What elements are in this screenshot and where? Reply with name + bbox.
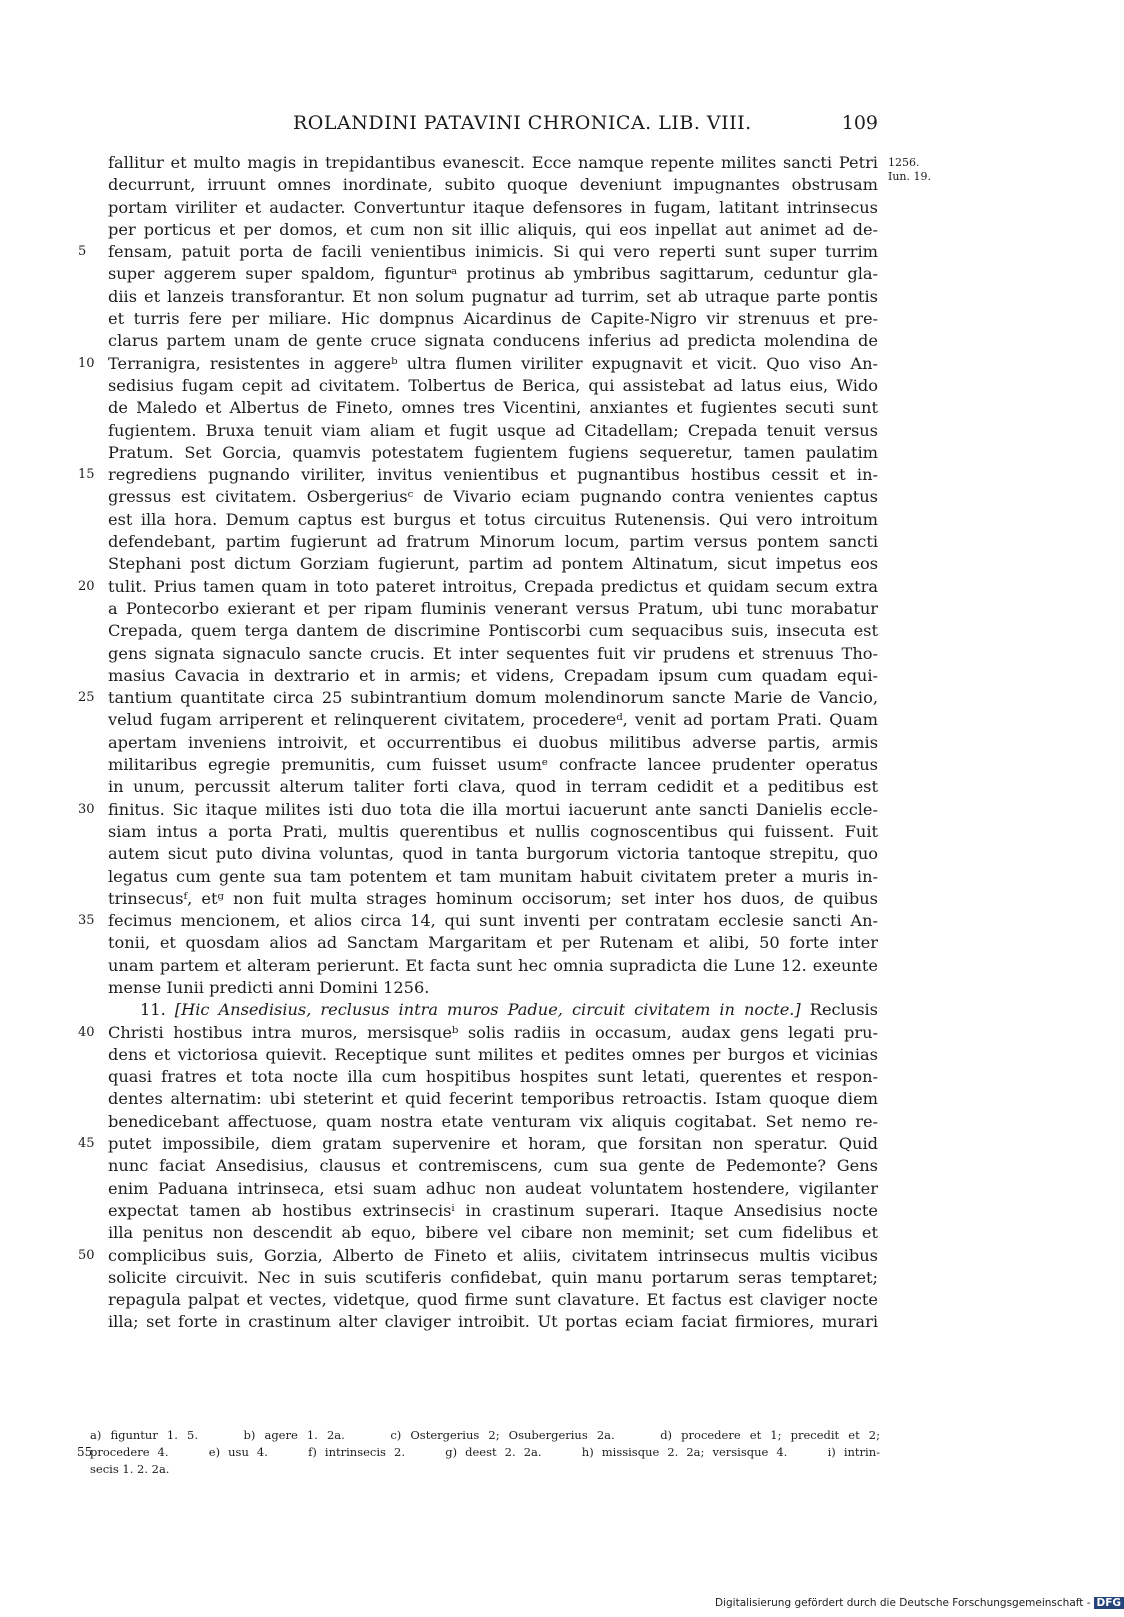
text-line — [108, 776, 878, 798]
line-text: fallitur et multo magis in trepidantibus evanescit. Ecce namque repente milites sancti Petri — [108, 153, 878, 172]
credit-text: Digitalisierung gefördert durch die Deutsche Forschungsgemeinschaft - — [715, 1597, 1091, 1609]
digitization-credit — [715, 1597, 1124, 1609]
text-line — [108, 263, 878, 285]
text-line — [108, 888, 878, 910]
text-line — [108, 955, 878, 977]
text-line — [108, 1044, 878, 1066]
text-line — [108, 665, 878, 687]
line-text: benedicebant affectuose, quam nostra etate venturam vix aliquis cogitabat. Set nemo re- — [108, 1111, 878, 1131]
line-text: tonii, et quosdam alios ad Sanctam Margaritam et per Rutenam et alibi, 50 forte inter — [108, 933, 878, 953]
line-text: de Maledo et Albertus de Fineto, omnes tres Vicentini, anxiantes et fugientes secuti sunt — [108, 398, 878, 418]
section-heading: [Hic Ansedisius, reclusus intra muros Padue, circuit civitatem in nocte.] — [174, 1000, 801, 1020]
line-text: diis et lanzeis transforantur. Et non solum pugnatur ad turrim, set ab utraque parte pontis — [108, 286, 878, 306]
text-line — [108, 308, 878, 330]
text-line — [108, 732, 878, 754]
line-text: fugientem. Bruxa tenuit viam aliam et fugit usque ad Citadellam; Crepada tenuit versus — [108, 420, 878, 440]
line-text: gressus est civitatem. Osbergeriusᶜ de Vivario eciam pugnando contra venientes captus — [108, 487, 878, 507]
text-line — [108, 1178, 878, 1200]
line-text: finitus. Sic itaque milites isti duo tota die illa mortui iacuerunt ante sancti Danielis eccle- — [108, 799, 878, 819]
text-line — [108, 174, 878, 196]
text-line — [78, 1022, 878, 1044]
line-text: enim Paduana intrinseca, etsi suam adhuc non audeat voluntatem hostendere, vigilanter — [108, 1178, 878, 1198]
text-line — [108, 977, 878, 999]
text-line — [108, 709, 878, 731]
footnote-line — [90, 1427, 880, 1444]
text-line — [108, 420, 878, 442]
text-line — [108, 843, 878, 865]
line-text: siam intus a porta Prati, multis querentibus et nullis cognoscentibus qui fuissent. Fuit — [108, 821, 878, 841]
footnotes — [77, 1427, 880, 1478]
text-line — [108, 1111, 878, 1133]
text-line — [78, 353, 878, 375]
line-number: 50 — [78, 1247, 95, 1263]
line-number: 5 — [78, 244, 87, 260]
page-number: 109 — [841, 112, 878, 134]
line-text: unam partem et alteram perierunt. Et facta sunt hec omnia supradicta die Lune 12. exeunte — [108, 955, 878, 975]
text-line — [108, 509, 878, 531]
line-text: velud fugam arriperent et relinquerent civitatem, procedereᵈ, venit ad portam Prati. Quam — [108, 710, 878, 730]
text-line — [108, 286, 878, 308]
line-text: Stephani post dictum Gorziam fugierunt, partim ad pontem Altinatum, sicut impetus eos — [108, 554, 878, 574]
text-line — [108, 397, 878, 419]
line-text: expectat tamen ab hostibus extrinsecisⁱ in crastinum superari. Itaque Ansedisius nocte — [108, 1200, 878, 1220]
line-text: fecimus mencionem, et alios circa 14, qui sunt inventi per contratam ecclesie sancti An- — [108, 911, 878, 931]
line-text: solicite circuivit. Nec in suis scutiferis confidebat, quin manu portarum seras temptaret; — [108, 1267, 878, 1287]
line-text: autem sicut puto divina voluntas, quod in tanta burgorum victoria tantoque strepitu, quo — [108, 844, 878, 864]
line-text: apertam inveniens introivit, et occurrentibus ei duobus militibus adverse partis, armis — [108, 732, 878, 752]
text-line — [108, 375, 878, 397]
text-line — [108, 442, 878, 464]
text-line — [108, 643, 878, 665]
text-line — [108, 1088, 878, 1110]
line-text: trinsecusᶠ, etᵍ non fuit multa strages hominum occisorum; set inter hos duos, de quibus — [108, 888, 878, 908]
text-line — [108, 1222, 878, 1244]
running-header — [108, 112, 878, 142]
line-text: in unum, percussit alterum taliter forti clava, quod in terram cedidit et a peditibus est — [108, 777, 878, 797]
text-line — [108, 754, 878, 776]
text-line — [108, 1155, 878, 1177]
text-line — [108, 598, 878, 620]
running-title: ROLANDINI PATAVINI CHRONICA. LIB. VIII. — [293, 112, 752, 134]
footnote-text: secis 1. 2. 2a. — [90, 1462, 170, 1476]
line-text: tulit. Prius tamen quam in toto pateret introitus, Crepada predictus et quidam secum extra — [108, 576, 878, 596]
line-text: dens et victoriosa quievit. Receptique sunt milites et pedites omnes per burgos et vicinias — [108, 1044, 878, 1064]
line-number: 40 — [78, 1024, 95, 1040]
line-number: 25 — [78, 690, 95, 706]
text-line — [108, 999, 878, 1021]
line-text: Christi hostibus intra muros, mersisqueᵇ solis radiis in occasum, audax gens legati pru- — [108, 1022, 878, 1042]
line-text: fensam, patuit porta de facili venientibus inimicis. Si qui vero reperti sunt super turrim — [108, 242, 878, 262]
text-line — [108, 553, 878, 575]
line-text: regrediens pugnando viriliter, invitus venientibus et pugnantibus hostibus cessit et in- — [108, 465, 878, 485]
line-text: sedisius fugam cepit ad civitatem. Tolbertus de Berica, qui assistebat ad latus eius, Wido — [108, 375, 878, 395]
text-line — [78, 576, 878, 598]
text-line — [108, 932, 878, 954]
line-number: 30 — [78, 801, 95, 817]
line-text: putet impossibile, diem gratam supervenire et horam, que forsitan non speratur. Quid — [108, 1134, 878, 1154]
text-line — [78, 1133, 878, 1155]
text-line — [108, 866, 878, 888]
line-text: clarus partem unam de gente cruce signata conducens inferius ad predicta molendina de — [108, 331, 878, 351]
margin-date: Iun. 19. — [888, 170, 932, 183]
line-text: gens signata signaculo sancte crucis. Et inter sequentes fuit vir prudens et strenuus Tho- — [108, 643, 878, 663]
text-line — [108, 1311, 878, 1333]
line-text: nunc faciat Ansedisius, clausus et contremiscens, cum sua gente de Pedemonte? Gens — [108, 1156, 878, 1176]
line-text: per porticus et per domos, et cum non sit illic aliquis, qui eos inpellat aut animet ad de- — [108, 219, 878, 239]
text-line — [78, 464, 878, 486]
line-text: portam viriliter et audacter. Convertuntur itaque defensores in fugam, latitant intrinsecus — [108, 197, 878, 217]
text-line — [78, 910, 878, 932]
line-text: defendebant, partim fugierunt ad fratrum Minorum locum, partim versus pontem sancti — [108, 532, 878, 552]
line-text: illa penitus non descendit ab equo, bibere vel cibare non meminit; set cum fidelibus et — [108, 1223, 878, 1243]
line-number: 20 — [78, 578, 95, 594]
line-text: super aggerem super spaldom, figunturᵃ protinus ab ymbribus sagittarum, ceduntur gla- — [108, 264, 878, 284]
text-line — [108, 1289, 878, 1311]
line-text: legatus cum gente sua tam potentem et tam munitam habuit civitatem preter a muris in- — [108, 866, 878, 886]
line-text: tantium quantitate circa 25 subintrantium domum molendinorum sancte Marie de Vancio, — [108, 688, 878, 708]
line-text: decurrunt, irruunt omnes inordinate, subito quoque deveniunt impugnantes obstrusam — [108, 175, 878, 195]
line-text: mense Iunii predicti anni Domini 1256. — [108, 977, 430, 997]
text-line — [78, 799, 878, 821]
text-line — [108, 821, 878, 843]
line-number: 55 — [77, 1445, 93, 1459]
dfg-logo: DFG — [1094, 1597, 1124, 1609]
footnote-text: procedere 4. e) usu 4. f) intrinsecis 2. g) deest 2. 2a. h) missisque 2. 2a; versisque 4. i) intrin- — [90, 1445, 880, 1459]
text-line — [108, 1066, 878, 1088]
footnote-line — [77, 1444, 880, 1461]
text-line — [108, 1200, 878, 1222]
line-text: Crepada, quem terga dantem de discrimine Pontiscorbi cum sequacibus suis, insecuta est — [108, 621, 878, 641]
text-line — [78, 687, 878, 709]
line-text: illa; set forte in crastinum alter claviger introibit. Ut portas eciam faciat firmiores, murari — [108, 1312, 878, 1332]
text-line — [108, 531, 878, 553]
line-text: et turris fere per miliare. Hic dompnus Aicardinus de Capite-Nigro vir strenuus et pre- — [108, 309, 878, 329]
line-number: 45 — [78, 1136, 95, 1152]
line-text: complicibus suis, Gorzia, Alberto de Fineto et aliis, civitatem intrinsecus multis vicibus — [108, 1245, 878, 1265]
line-number: 10 — [78, 355, 95, 371]
line-text: Reclusis — [800, 1000, 878, 1020]
line-text: masius Cavacia in dextrario et in armis; et videns, Crepadam ipsum cum quadam equi- — [108, 665, 878, 685]
line-text: repagula palpat et vectes, videtque, quod firme sunt clavature. Et factus est claviger nocte — [108, 1290, 878, 1310]
text-line — [108, 486, 878, 508]
text-line — [78, 241, 878, 263]
margin-year: 1256. — [888, 156, 920, 169]
line-text: dentes alternatim: ubi steterint et quid fecerint temporibus retroactis. Istam quoque diem — [108, 1089, 878, 1109]
line-number: 15 — [78, 467, 95, 483]
line-text: a Pontecorbo exierant et per ripam fluminis venerant versus Pratum, ubi tunc morabatur — [108, 598, 878, 618]
text-line — [108, 197, 878, 219]
footnote-line — [90, 1461, 880, 1478]
text-line — [108, 330, 878, 352]
text-line — [108, 219, 878, 241]
line-text: est illa hora. Demum captus est burgus et totus circuitus Rutenensis. Qui vero introitum — [108, 509, 878, 529]
text-line — [108, 1267, 878, 1289]
text-line — [108, 152, 878, 174]
line-text: 11. — [140, 1000, 175, 1020]
footnote-text: a) figuntur 1. 5. b) agere 1. 2a. c) Ostergerius 2; Osubergerius 2a. d) procedere et 1; precedit et 2; — [90, 1428, 880, 1442]
line-text: Pratum. Set Gorcia, quamvis potestatem fugientem fugiens sequeretur, tamen paulatim — [108, 442, 878, 462]
line-text: Terranigra, resistentes in aggereᵇ ultra flumen viriliter expugnavit et vicit. Quo viso An- — [108, 353, 878, 373]
line-text: quasi fratres et tota nocte illa cum hospitibus hospites sunt letati, querentes et respon- — [108, 1067, 878, 1087]
text-line — [78, 1245, 878, 1267]
text-line — [108, 620, 878, 642]
line-number: 35 — [78, 913, 95, 929]
body-text — [78, 152, 878, 1334]
line-text: militaribus egregie premunitis, cum fuisset usumᵉ confracte lancee prudenter operatus — [108, 755, 878, 775]
